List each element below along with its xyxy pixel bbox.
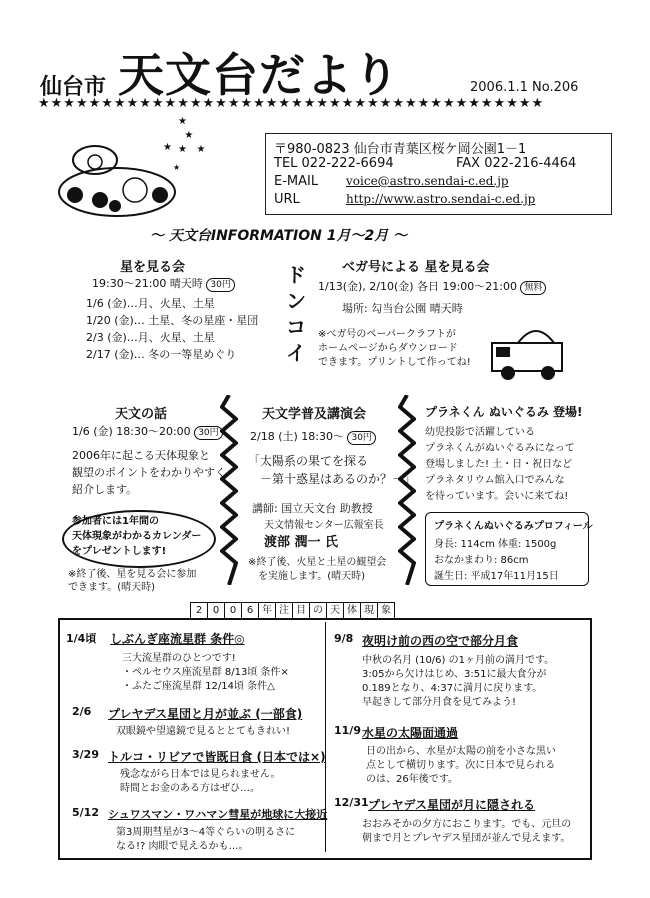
- text-line: 講師: 国立天文台 助教授: [252, 502, 373, 515]
- star-party-title: 星を見る会: [120, 260, 186, 275]
- text-line: 天体現象がわかるカレンダー: [72, 531, 202, 542]
- heading-char: 0: [207, 602, 225, 619]
- zigzag-divider: [398, 395, 416, 585]
- lecture-speaker: [252, 500, 384, 551]
- text-line: プラネタリウム館入口でみんな: [425, 475, 565, 486]
- heading-char: 天: [326, 602, 344, 619]
- heading-char: 6: [241, 602, 259, 619]
- text-line: を実施します。(晴天時): [258, 571, 366, 582]
- event-body: [120, 768, 281, 796]
- heading-char: 象: [377, 602, 395, 619]
- event-body: [116, 725, 290, 739]
- event-date: 2/6: [72, 705, 92, 718]
- lecture-time: [250, 428, 376, 445]
- event-body: [116, 826, 295, 854]
- event-title: プレヤデス星団が月に隠される: [368, 798, 536, 812]
- list-item: 1/20 (金)… 土星、冬の星座・星団: [86, 314, 259, 327]
- heading-char: 0: [224, 602, 242, 619]
- astronomy-talk-time-text: 1/6 (金) 18:30～20:00: [72, 425, 191, 438]
- star-party-dates: [86, 295, 258, 363]
- event-date: 9/8: [334, 632, 354, 645]
- text-line: 「太陽系の果てを探る: [248, 454, 369, 468]
- event-title: トルコ・リビアで皆既日食 (日本では×): [108, 750, 326, 764]
- lecture-time-text: 2/18 (土) 18:30～: [250, 430, 344, 443]
- website-link[interactable]: http://www.astro.sendai-c.ed.jp: [346, 192, 536, 206]
- star-divider: ★★★★★★★★★★★★★★★★★★★★★★★★★★★★★★★★★★★★★★★★: [38, 96, 545, 111]
- text-line: 中秋の名月 (10/6) の1ヶ月前の満月です。: [362, 655, 555, 666]
- newsletter-title: 天文台だより: [118, 48, 400, 102]
- profile-line: 身長: 114cm 体重: 1500g: [434, 539, 557, 550]
- text-line: 0.189となり、4:37に満月に戻ります。: [362, 683, 543, 694]
- astronomy-talk-description: [72, 447, 226, 498]
- email-label: E-MAIL: [274, 174, 319, 189]
- event-title: シュワスマン・ワハマン彗星が地球に大接近: [108, 808, 328, 821]
- plane-kun-title: プラネくん ぬいぐるみ 登場!: [425, 405, 583, 419]
- astronomy-talk-note: [68, 568, 196, 594]
- bega-car-illustration: [488, 315, 568, 383]
- issue-number: 2006.1.1 No.206: [470, 80, 579, 95]
- lecture-note: [248, 556, 386, 584]
- text-line: ・ペルセウス座流星群 8/13頃 条件×: [122, 667, 289, 678]
- text-line: 第3周期彗星が3～4等ぐらいの明るさに: [116, 827, 296, 838]
- lecture-topic: [248, 452, 416, 488]
- contact-box: [265, 133, 612, 215]
- free-badge: 無料: [520, 281, 546, 295]
- heading-char: 現: [360, 602, 378, 619]
- text-line: 早起きして部分月食を見てみよう!: [362, 697, 517, 708]
- list-item: 2/3 (金)…月、火星、土星: [86, 331, 215, 344]
- text-line: をプレゼントします!: [72, 546, 167, 557]
- list-item: 1/6 (金)…月、火星、土星: [86, 297, 215, 310]
- event-body: [366, 745, 556, 787]
- heading-char: 目: [292, 602, 310, 619]
- astronomy-talk-time: [72, 423, 223, 440]
- star-party-time-text: 19:30～21:00 晴天時: [92, 277, 203, 290]
- text-line: ・ふたご座流星群 12/14頃 条件△: [122, 681, 275, 692]
- bega-note: [318, 328, 471, 370]
- event-date: 11/9: [334, 724, 361, 737]
- event-title: プレヤデス星団と月が並ぶ (一部食): [108, 707, 303, 721]
- observatory-mascot-illustration: [55, 140, 185, 220]
- plane-kun-description: [425, 425, 575, 505]
- fee-badge: 30円: [347, 431, 375, 445]
- plane-kun-profile-box: [425, 512, 593, 586]
- heading-char: の: [309, 602, 327, 619]
- phenomena-heading: [190, 598, 394, 619]
- bega-note-line: できます。プリントして作ってね!: [318, 357, 471, 368]
- text-line: ※終了後、星を見る会に参加: [68, 569, 197, 580]
- text-line: 渡部 潤一 氏: [264, 535, 339, 550]
- star-party-time: [92, 275, 235, 292]
- heading-char: 年: [258, 602, 276, 619]
- event-body: [122, 652, 289, 694]
- text-line: ※終了後、火星と土星の観望会: [248, 557, 387, 568]
- event-body: [362, 654, 554, 710]
- event-date: 3/29: [72, 748, 99, 761]
- event-title: 水星の太陽面通過: [362, 726, 459, 740]
- text-line: 観望のポイントをわかりやすく: [72, 466, 226, 479]
- event-body: [362, 818, 571, 846]
- heading-char: 体: [343, 602, 361, 619]
- bega-title: べガ号による 星を見る会: [342, 260, 490, 275]
- text-line: 天文情報センター広報室長: [264, 520, 384, 531]
- text-line: 点として横切ります。次に日本で見られる: [366, 760, 556, 771]
- text-line: 2006年に起こる天体現象と: [72, 449, 210, 462]
- text-line: 朝まで月とプレヤデス星団が並んで見えます。: [362, 833, 571, 844]
- text-line: 登場しました! 土・日・祝日など: [425, 459, 573, 470]
- text-line: 幼児投影で活躍している: [425, 427, 535, 438]
- text-line: のは、26年後です。: [366, 774, 458, 785]
- svg-text:★: ★: [173, 163, 181, 172]
- text-line: 残念ながら日本では見られません。: [120, 769, 281, 780]
- decorative-vertical-text: ドンコイ: [286, 263, 306, 365]
- profile-line: 誕生日: 平成17年11月15日: [434, 571, 559, 582]
- address: 〒980-0823 仙台市青葉区桜ケ岡公園1－1: [274, 142, 527, 157]
- text-line: おおみそかの夕方におこります。でも、元旦の: [362, 819, 572, 830]
- telephone: TEL 022-222-6694: [274, 156, 394, 171]
- profile-line: おなかまわり: 86cm: [434, 555, 529, 566]
- bega-note-line: ※べガ号のペーパークラフトが: [318, 329, 456, 340]
- text-line: －第十惑星はあるのか？－」: [260, 472, 417, 486]
- fax: FAX 022-216-4464: [456, 156, 577, 171]
- text-line: 紹介します。: [72, 483, 138, 496]
- text-line: 参加者には1年間の: [72, 516, 159, 527]
- url-label: URL: [274, 192, 300, 207]
- calendar-present-text: [72, 514, 201, 559]
- information-heading: ～ 天文台INFORMATION 1月～2月 ～: [150, 228, 408, 244]
- bega-place: 場所: 勾当台公園 晴天時: [342, 302, 463, 315]
- text-line: を待っています。会いに来てね!: [425, 491, 569, 502]
- text-line: なる!? 肉眼で見えるかも…。: [116, 841, 249, 852]
- decorative-stars: ★ ★ ★ ★: [178, 116, 206, 155]
- text-line: プラネくんがぬいぐるみになって: [425, 443, 575, 454]
- astronomy-talk-title: 天文の話: [115, 407, 168, 422]
- fee-badge: 30円: [194, 426, 222, 440]
- event-title: 夜明け前の西の空で部分月食: [362, 634, 519, 648]
- profile-title: プラネくんぬいぐるみプロフィール: [434, 521, 593, 532]
- bega-time-text: 1/13(金), 2/10(金) 各日 19:00～21:00: [318, 280, 517, 293]
- event-date: 1/4頃: [66, 632, 97, 645]
- text-line: 三大流星群のひとつです!: [122, 653, 236, 664]
- text-line: できます。(晴天時): [68, 582, 156, 593]
- heading-char: 注: [275, 602, 293, 619]
- fee-badge: 30円: [206, 278, 234, 292]
- email-link[interactable]: voice@astro.sendai-c.ed.jp: [346, 174, 509, 188]
- text-line: 双眼鏡や望遠鏡で見るととてもきれい!: [116, 726, 291, 737]
- bega-time: [318, 278, 546, 295]
- lecture-title: 天文学普及講演会: [262, 407, 367, 422]
- text-line: 時間とお金のある方はぜひ…。: [120, 783, 260, 794]
- heading-char: 2: [190, 602, 208, 619]
- event-date: 12/31: [334, 796, 369, 809]
- newsletter-city: 仙台市: [40, 75, 107, 100]
- event-title: しぶんぎ座流星群 条件◎: [110, 632, 245, 646]
- event-date: 5/12: [72, 806, 99, 819]
- bega-note-line: ホームページからダウンロード: [318, 343, 458, 354]
- text-line: 日の出から、水星が太陽の前を小さな黒い: [366, 746, 556, 757]
- svg-text:★: ★: [163, 142, 172, 153]
- text-line: 3:05から欠けはじめ、3:51に最大食分が: [362, 669, 547, 680]
- list-item: 2/17 (金)… 冬の一等星めぐり: [86, 348, 237, 361]
